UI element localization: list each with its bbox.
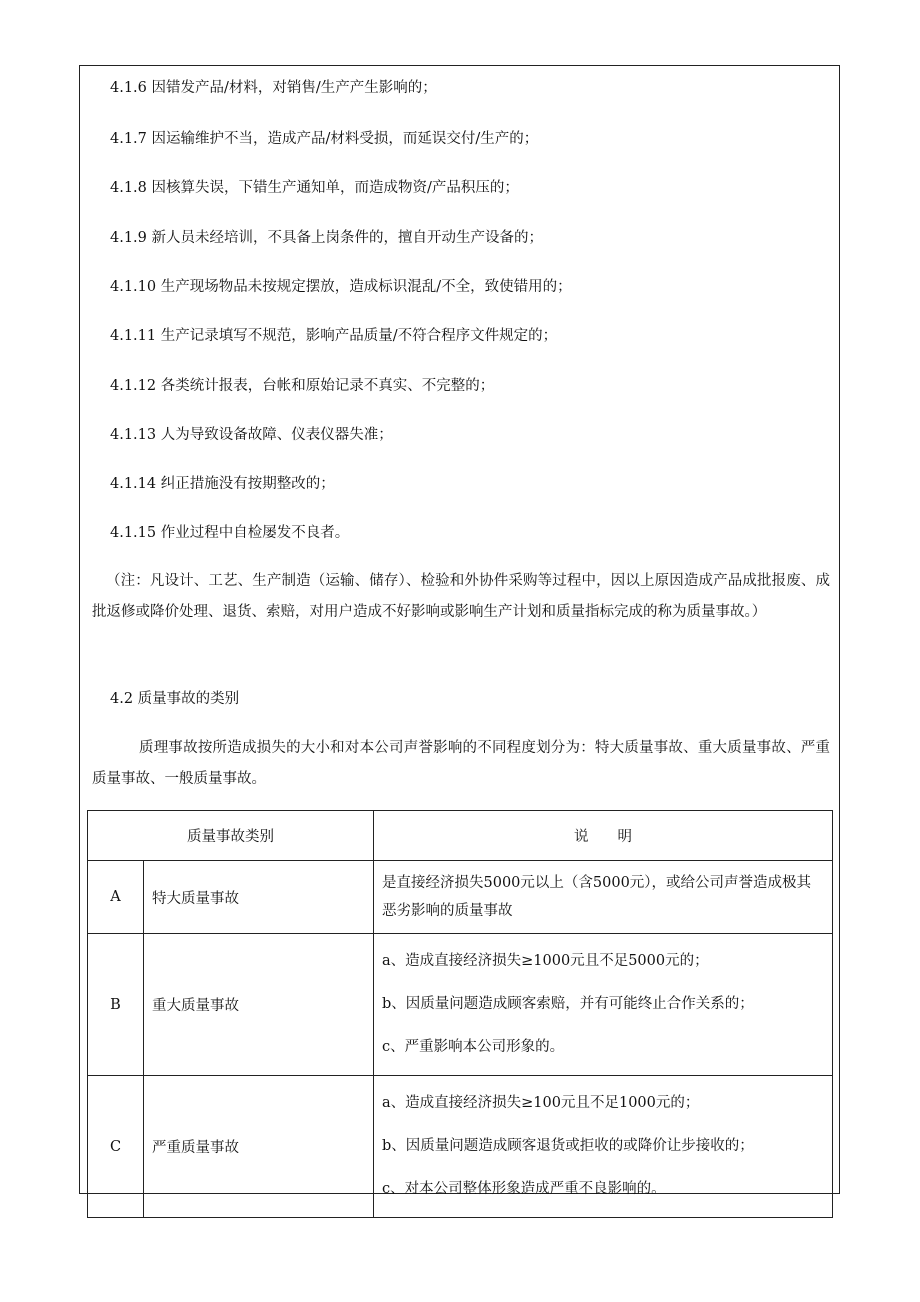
intro-paragraph: 质理事故按所造成损失的大小和对本公司声誉影响的不同程度划分为：特大质量事故、重大质量事故、严重质量事故、一般质量事故。 [92,740,830,787]
note-paragraph: （注：凡设计、工艺、生产制造（运输、储存）、检验和外协件采购等过程中，因以上原因造成产品成批报废、成批返修或降价处理、退货、索赔，对用户造成不好影响或影响生产计划和质量指标完成的称为质量事故。） [92,573,830,620]
clause-4-1-11: 4.1.11 生产记录填写不规范，影响产品质量/不符合程序文件规定的； [110,328,558,344]
clause-4-1-15: 4.1.15 作业过程中自检屡发不良者。 [110,525,350,541]
quality-accident-table [87,810,833,1218]
clause-4-1-12: 4.1.12 各类统计报表，台帐和原始记录不真实、不完整的； [110,378,495,394]
category-name: 重大质量事故 [144,934,374,1076]
category-code: A [88,861,144,934]
clause-4-1-7: 4.1.7 因运输维护不当，造成产品/材料受损，而延误交付/生产的； [110,131,539,147]
category-name: 特大质量事故 [144,861,374,934]
clause-4-1-6: 4.1.6 因错发产品/材料，对销售/生产产生影响的； [110,80,437,96]
table-row [88,861,833,934]
description-line: a、造成直接经济损失≥100元且不足1000元的； [382,1095,700,1111]
header-description: 说 明 [374,811,833,861]
section-title: 4.2 质量事故的类别 [110,691,240,707]
description-line: b、因质量问题造成顾客退货或拒收的或降价让步接收的； [382,1138,754,1154]
header-category: 质量事故类别 [88,811,374,861]
category-description [374,861,833,934]
category-description [374,934,833,1076]
table-row [88,1076,833,1218]
description-line: 是直接经济损失5000元以上（含5000元），或给公司声誉造成极其恶劣影响的质量事故 [382,875,812,919]
clause-4-1-10: 4.1.10 生产现场物品未按规定摆放，造成标识混乱/不全，致使错用的； [110,279,572,295]
description-line: c、严重影响本公司形象的。 [382,1039,565,1055]
clause-4-1-14: 4.1.14 纠正措施没有按期整改的； [110,476,335,492]
description-line: b、因质量问题造成顾客索赔，并有可能终止合作关系的； [382,996,754,1012]
category-name: 严重质量事故 [144,1076,374,1218]
category-code: B [88,934,144,1076]
description-line: c、对本公司整体形象造成严重不良影响的。 [382,1181,666,1197]
category-code: C [88,1076,144,1218]
clause-4-1-13: 4.1.13 人为导致设备故障、仪表仪器失准； [110,427,393,443]
category-description [374,1076,833,1218]
clause-4-1-8: 4.1.8 因核算失误，下错生产通知单，而造成物资/产品积压的； [110,180,519,196]
clause-4-1-9: 4.1.9 新人员未经培训，不具备上岗条件的，擅自开动生产设备的； [110,230,544,246]
table-row [88,934,833,1076]
description-line: a、造成直接经济损失≥1000元且不足5000元的； [382,953,709,969]
table-header-row [88,811,833,861]
